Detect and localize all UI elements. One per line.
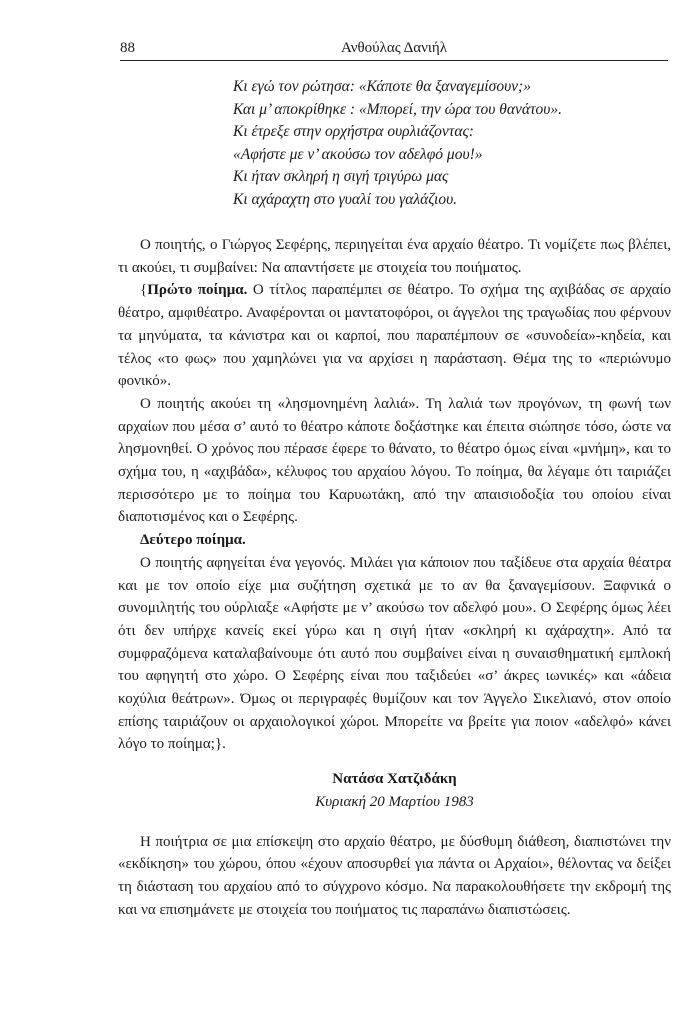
poem-excerpt — [233, 76, 663, 211]
poem-line: «Αφήστε με ν’ ακούσω τον αδελφό μου!» — [233, 145, 483, 163]
final-paragraph: Η ποιήτρια σε μια επίσκεψη στο αρχαίο θέατρο, με δύσθυμη διάθεση, διαπιστώνει την «εκδίκηση» του χώρου, όπου «έχουν αποσυρθεί για πάντα οι Αρχαίοι», θέλοντας να δείξει τη διάσταση του αρχαίου από το σύγχρονο κόσμο. Να παρακολουθήσετε την εκδρομή της και να επισημάνετε με στοιχεία του ποιήματος τις παραπάνω διαπιστώσεις. — [118, 833, 671, 918]
signature-block — [118, 768, 671, 813]
poem-line: Κι αχάραχτη στο γυαλί του γαλάζιου. — [233, 190, 458, 208]
page-number: 88 — [120, 40, 135, 56]
poem-line: Κι εγώ τον ρώτησα: «Κάποτε θα ξαναγεμίσουν;» — [233, 78, 531, 95]
poem-line: Κι έτρεξε στην ορχήστρα ουρλιάζοντας: — [233, 123, 474, 140]
poem-line: Και μ’ αποκρίθηκε : «Μπορεί, την ώρα του θανάτου». — [233, 100, 563, 118]
first-poem-text: Ο τίτλος παραπέμπει σε θέατρο. Το σχήμα της αχιβάδας σε αρχαίο θέατρο, αμφιθέατρο. Αναφέρονται οι μαντατοφόροι, οι άγγελοι της τραγωδίας που φέρνουν τα μηνύματα, τα κάνιστρα και οι καρποί, που παραπέμπουν σε «συνοδεία»-κηδεία, και τέλος «το φως» που χαμηλώνει για να αρχίσει η παράσταση. Θέμα της το «περιώνυμο φονικό». — [118, 282, 671, 390]
first-poem-label: Πρώτο ποίημα. — [147, 282, 248, 299]
page-header — [120, 40, 668, 61]
second-poem-heading: Δεύτερο ποίημα. — [140, 532, 246, 549]
intro-paragraph: Ο ποιητής, ο Γιώργος Σεφέρης, περιηγείται ένα αρχαίο θέατρο. Τι νομίζετε πως βλέπει, τι ακούει, τι συμβαίνει: Να απαντήσετε με στοιχεία του ποιήματος. — [118, 237, 671, 276]
open-brace: { — [140, 282, 148, 299]
author-name: Νατάσα Χατζιδάκη — [332, 771, 457, 788]
second-poem-paragraph: Ο ποιητής αφηγείται ένα γεγονός. Μιλάει για κάποιον που ταξίδευε στα αρχαία θέατρα και με τον οποίο είχε μια συζήτηση σχετικά με το αν θα ξαναγεμίσουν. Ξαφνικά ο συνομιλητής του ούρλιαξε «Αφήστε με ν’ ακούσω τον αδελφό μου». Ο Σεφέρης όμως λέει ότι δεν υπήρχε κανείς εκεί γύρω και η σιγή ήταν «σκληρή κι αχάραχτη». Από τα συμφραζόμενα καταλαβαίνουμε ότι αυτό που συμβαίνει είναι η συναισθηματική εμπλοκή του αφηγητή στο χώρο. Ο Σεφέρης είναι που ταξιδεύει «σ’ άκρες ιωνικές» και «άδεια κοχύλια θεάτρων». Όμως οι περιγραφές θυμίζουν και τον Άγγελο Σικελιανό, στον οποίο επίσης ταιριάζουν οι αρχαιολογικοί χώροι. Μπορείτε να βρείτε για ποιον «αδελφό» κάνει λόγο το ποίημα;}. — [118, 554, 671, 753]
body-text — [118, 234, 671, 921]
poem-line: Κι ήταν σκληρή η σιγή τριγύρω μας — [233, 168, 449, 185]
voice-paragraph: Ο ποιητής ακούει τη «λησμονημένη λαλιά». Τη λαλιά των προγόνων, τη φωνή των αρχαίων που μέσα σ’ αυτό το θέατρο κάποτε δοξάστηκε και έπειτα σιώπησε τόσο, ώστε να λησμονηθεί. Ο χρόνος που πέρασε έφερε το θάνατο, το θέατρο όμως είναι «μνήμη», και το σχήμα του, η «αχιβάδα», κέλυφος του αρχαίου λόγου. Το ποίημα, θα λέγαμε ότι ταιριάζει περισσότερο με το ποίημα του Καρυωτάκη, από την απαισιοδοξία του οποίου είναι διαποτισμένος και ο Σεφέρης. — [118, 395, 671, 526]
first-poem-paragraph — [118, 279, 671, 393]
running-head: Ανθούλας Δανιήλ — [340, 40, 448, 56]
signature-date: Κυριακή 20 Μαρτίου 1983 — [315, 793, 474, 810]
